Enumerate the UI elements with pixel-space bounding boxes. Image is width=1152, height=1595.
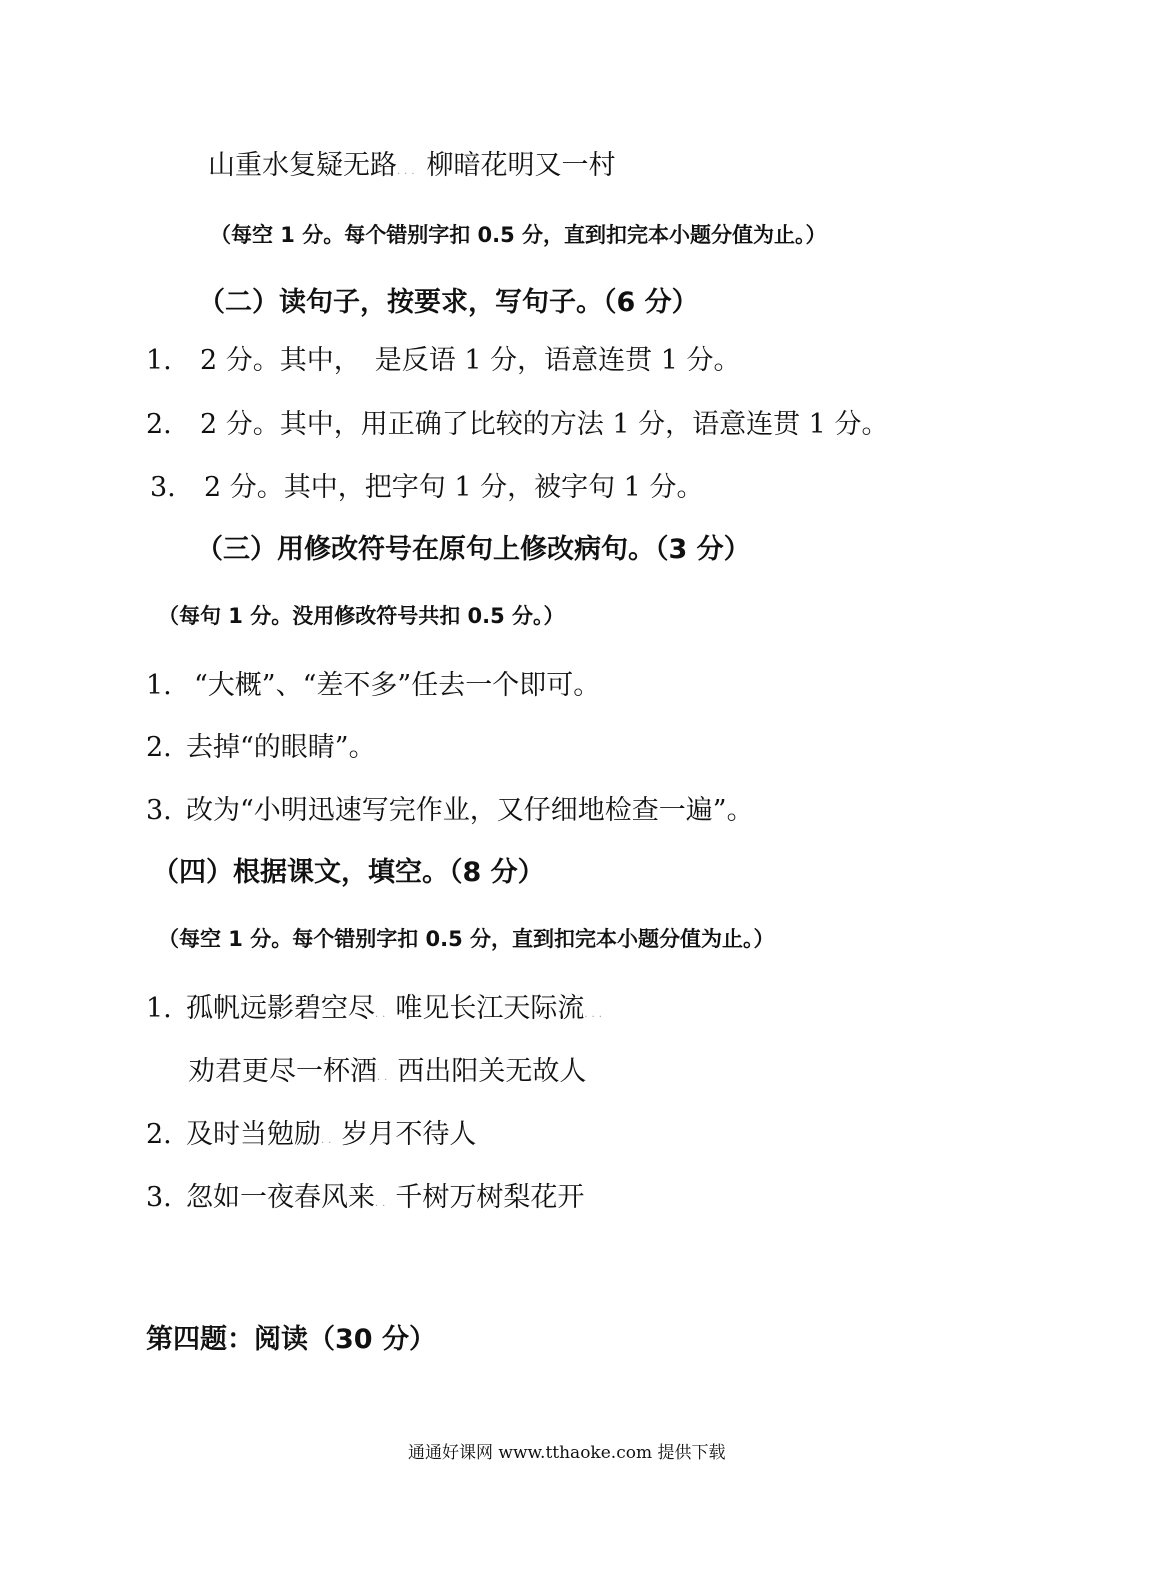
- section-4-item-2: [146, 1121, 476, 1148]
- poem-first-half: 及时当勉励: [186, 1119, 321, 1150]
- section-4-item-3: [146, 1184, 584, 1211]
- blank-dots: ..: [375, 1009, 390, 1020]
- item-text: 去掉“的眼睛”。: [186, 732, 376, 763]
- item-number: 1.: [146, 345, 172, 376]
- item-text: 2 分。其中，用正确了比较的方法 1 分，语意连贯 1 分。: [200, 409, 889, 440]
- poem-first-half: 劝君更尽一杯酒: [188, 1056, 377, 1087]
- item-text: 2 分。其中，把字句 1 分，被字句 1 分。: [204, 472, 704, 503]
- scoring-note-2: （每句 1 分。没用修改符号共扣 0.5 分。）: [158, 604, 565, 628]
- poem-first-half: 孤帆远影碧空尽: [186, 993, 375, 1024]
- item-number: 2.: [146, 409, 172, 440]
- page-footer: 通通好课网 www.tthaoke.com 提供下载: [408, 1443, 726, 1463]
- poem-second-half: 千树万树梨花开: [395, 1182, 585, 1213]
- blank-dots: ..: [375, 1198, 390, 1209]
- item-number: 3.: [146, 795, 172, 826]
- item-number: 3.: [150, 472, 176, 503]
- section-3-item-2: [146, 734, 376, 761]
- item-text-continued: 是反语 1 分，语意连贯 1 分。: [374, 345, 741, 376]
- section-4-item-1: [146, 995, 606, 1022]
- section-4-heading: （四）根据课文，填空。（8 分）: [152, 857, 545, 888]
- item-number: 3.: [146, 1182, 172, 1213]
- section-3-heading: （三）用修改符号在原句上修改病句。（3 分）: [196, 534, 751, 565]
- poem-second-half: 西出阳关无故人: [397, 1056, 587, 1087]
- blank-dots: ..: [321, 1135, 336, 1146]
- blank-dots: ...: [584, 1009, 606, 1020]
- scoring-note-3: （每空 1 分。每个错别字扣 0.5 分，直到扣完本小题分值为止。）: [158, 927, 775, 951]
- section-3-item-1: [146, 672, 600, 699]
- item-number: 1.: [146, 670, 172, 701]
- item-text: “大概”、“差不多”任去一个即可。: [194, 670, 601, 701]
- poem-line-top-first: 山重水复疑无路: [208, 150, 397, 181]
- item-number: 2.: [146, 732, 172, 763]
- scoring-note-1: （每空 1 分。每个错别字扣 0.5 分，直到扣完本小题分值为止。）: [210, 223, 827, 247]
- poem-line-top-second: 柳暗花明又一村: [426, 150, 616, 181]
- section-4-item-1-line-2: [188, 1058, 586, 1085]
- poem-first-half: 忽如一夜春风来: [186, 1182, 375, 1213]
- part-4-heading: 第四题：阅读（30 分）: [146, 1324, 436, 1355]
- item-number: 1.: [146, 993, 172, 1024]
- poem-second-half: 唯见长江天际流: [395, 993, 585, 1024]
- poem-second-half: 岁月不待人: [341, 1119, 477, 1150]
- section-2-item-3: [150, 474, 703, 501]
- section-2-item-1: [146, 347, 740, 374]
- item-text: 2 分。其中，: [200, 345, 361, 376]
- blank-dots: ..: [377, 1072, 392, 1083]
- poem-line-top: [208, 152, 616, 179]
- section-2-heading: （二）读句子，按要求，写句子。（6 分）: [198, 287, 699, 318]
- blank-dots: ...: [397, 166, 419, 177]
- item-number: 2.: [146, 1119, 172, 1150]
- section-2-item-2: [146, 411, 888, 438]
- section-3-item-3: [146, 797, 754, 824]
- item-text: 改为“小明迅速写完作业，又仔细地检查一遍”。: [186, 795, 754, 826]
